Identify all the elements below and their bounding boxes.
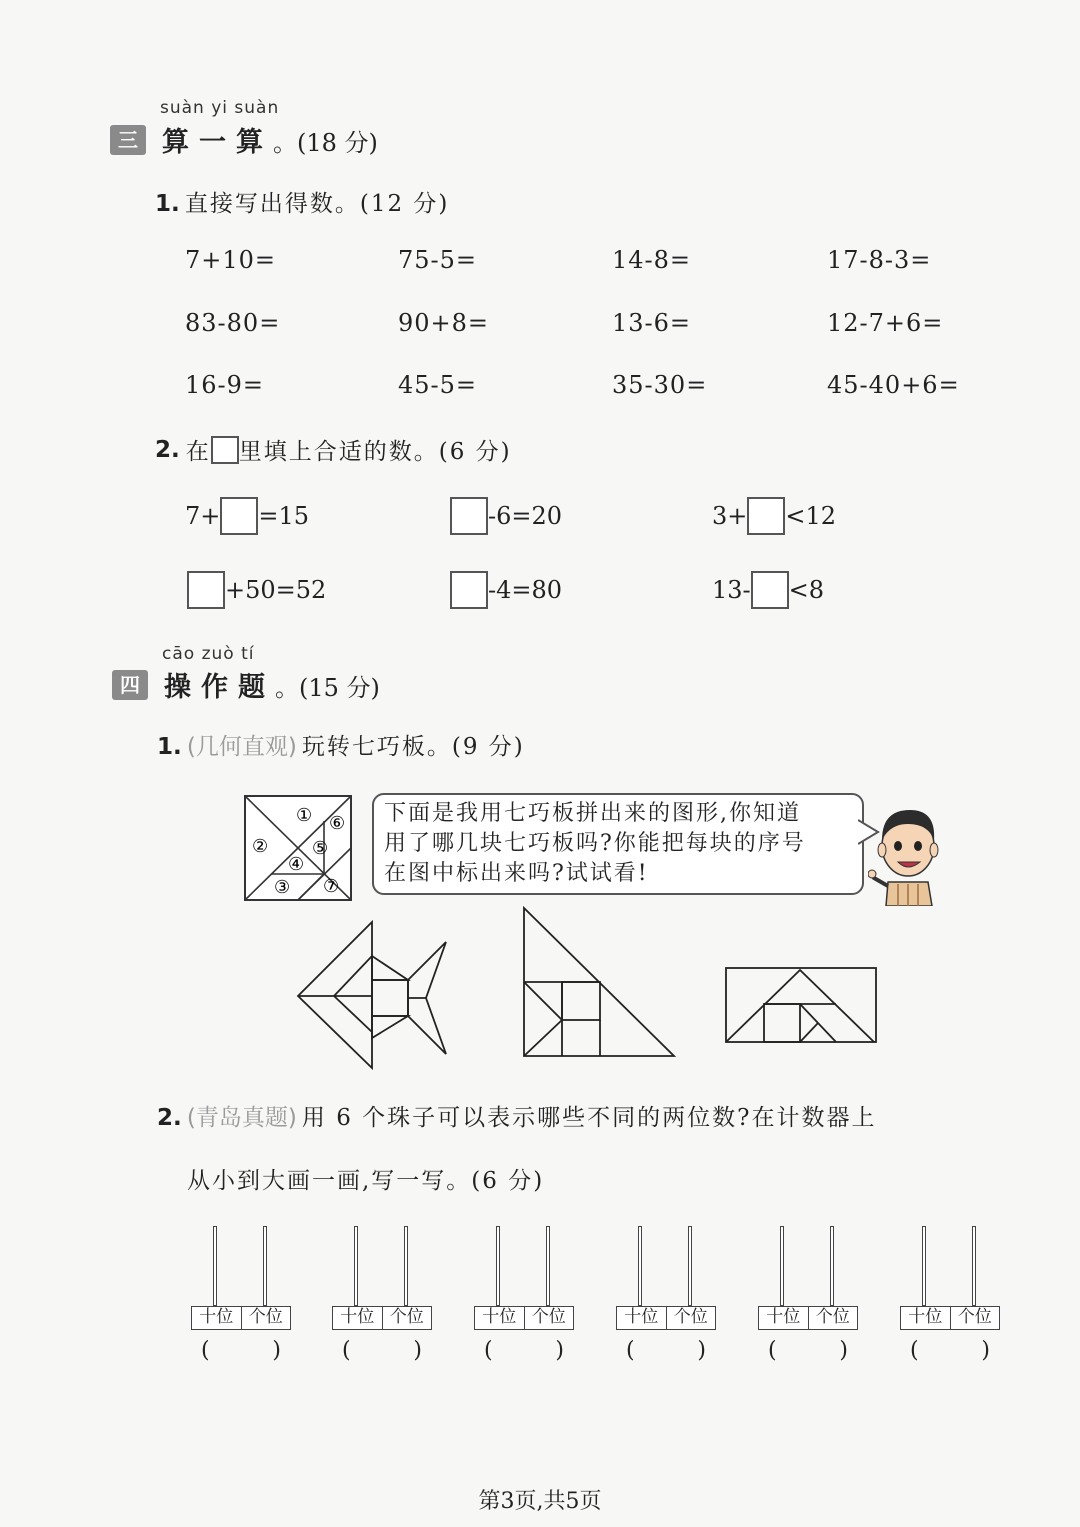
- expr: 13-6=: [612, 309, 692, 337]
- s4-q2-text-line2: 从小到大画一画,写一写。(6 分): [187, 1168, 545, 1194]
- abacus-rod-ones: [546, 1226, 550, 1306]
- paren-open: (: [484, 1338, 493, 1363]
- abacus-rod-ones: [972, 1226, 976, 1306]
- paren-close: ): [981, 1338, 990, 1363]
- section3-heading: [162, 120, 378, 159]
- s4-q2-tag: (青岛真题): [186, 1105, 297, 1131]
- paren-open: (: [342, 1338, 351, 1363]
- fill-item: [450, 497, 562, 535]
- piece-label: ⑦: [323, 876, 340, 897]
- fill-pre: 7+: [185, 502, 221, 530]
- s3-q2-text-before: 在: [185, 439, 211, 465]
- tangram-fish-figure: [296, 920, 448, 1070]
- section3-title: 算一算: [162, 127, 273, 158]
- answer-box-sample: [211, 436, 239, 464]
- abacus-rod-ones: [404, 1226, 408, 1306]
- bubble-line: 在图中标出来吗?试试看!: [384, 861, 649, 886]
- fill-item: [712, 497, 836, 535]
- s4-q2-text-line1: 用 6 个珠子可以表示哪些不同的两位数?在计数器上: [301, 1105, 877, 1131]
- speech-bubble: [372, 793, 864, 895]
- s4-q1-tag: (几何直观): [186, 734, 297, 760]
- answer-blank[interactable]: [616, 1338, 716, 1363]
- expr: 45-40+6=: [827, 371, 960, 399]
- piece-label: ⑥: [329, 813, 346, 834]
- section4-score: 。(15 分): [275, 674, 380, 702]
- abacus-base: [758, 1306, 858, 1330]
- abacus-base: [332, 1306, 432, 1330]
- fill-post: -4=80: [488, 576, 563, 604]
- answer-box[interactable]: [450, 497, 488, 535]
- abacus-rod-tens: [638, 1226, 642, 1306]
- section4-pinyin: cāo zuò tí: [162, 644, 255, 664]
- ones-label: 个位: [808, 1307, 858, 1329]
- ones-label: 个位: [950, 1307, 1000, 1329]
- s3-q2-text-after: 里填上合适的数。(6 分): [238, 439, 512, 465]
- tangram-reference-diagram: [244, 795, 352, 901]
- s3-q2-number: 2.: [155, 436, 180, 463]
- answer-blank[interactable]: [474, 1338, 574, 1363]
- s4-q2-heading: [157, 1099, 876, 1132]
- expr: 17-8-3=: [827, 246, 932, 274]
- paren-open: (: [201, 1338, 210, 1363]
- expr: 83-80=: [185, 309, 281, 337]
- s3-q1-heading: [155, 185, 449, 218]
- expr: 75-5=: [398, 246, 478, 274]
- expr: 90+8=: [398, 309, 490, 337]
- tens-label: 十位: [340, 1307, 375, 1327]
- abacus[interactable]: [616, 1226, 716, 1336]
- abacus-rod-tens: [354, 1226, 358, 1306]
- s4-q2-number: 2.: [157, 1105, 182, 1131]
- ones-label: 个位: [382, 1307, 432, 1329]
- answer-blank[interactable]: [900, 1338, 1000, 1363]
- piece-label: ①: [296, 805, 313, 826]
- piece-label: ④: [288, 854, 305, 875]
- expr: 7+10=: [185, 246, 277, 274]
- expr: 16-9=: [185, 371, 265, 399]
- answer-blank[interactable]: [758, 1338, 858, 1363]
- fill-post: +50=52: [225, 576, 327, 604]
- expr: 35-30=: [612, 371, 708, 399]
- tens-label: 十位: [766, 1307, 801, 1327]
- section4-title: 操作题: [164, 672, 275, 703]
- section3-score: 。(18 分): [273, 129, 378, 157]
- paren-close: ): [555, 1338, 564, 1363]
- answer-box[interactable]: [187, 571, 225, 609]
- abacus-rod-tens: [780, 1226, 784, 1306]
- expr: 45-5=: [398, 371, 478, 399]
- abacus-rod-ones: [263, 1226, 267, 1306]
- boy-character-icon: [868, 802, 952, 906]
- fill-post: -6=20: [488, 502, 563, 530]
- abacus-rod-tens: [922, 1226, 926, 1306]
- abacus-rod-ones: [688, 1226, 692, 1306]
- abacus-rod-tens: [213, 1226, 217, 1306]
- paren-open: (: [910, 1338, 919, 1363]
- answer-box[interactable]: [751, 571, 789, 609]
- tens-label: 十位: [482, 1307, 517, 1327]
- tens-label: 十位: [908, 1307, 943, 1327]
- fill-item: [712, 571, 824, 609]
- abacus[interactable]: [900, 1226, 1000, 1336]
- ones-label: 个位: [524, 1307, 574, 1329]
- abacus[interactable]: [332, 1226, 432, 1336]
- s4-q1-number: 1.: [157, 734, 182, 760]
- tangram-triangle-figure: [522, 906, 678, 1058]
- s3-q1-text: 直接写出得数。(12 分): [184, 191, 450, 217]
- abacus-rod-ones: [830, 1226, 834, 1306]
- section3-pinyin: suàn yi suàn: [160, 98, 280, 118]
- expr: 12-7+6=: [827, 309, 944, 337]
- tangram-rectangle-figure: [724, 966, 878, 1044]
- answer-box[interactable]: [747, 497, 785, 535]
- abacus-base: [616, 1306, 716, 1330]
- fill-item: [185, 497, 309, 535]
- s3-q1-number: 1.: [155, 191, 180, 217]
- answer-blank[interactable]: [191, 1338, 291, 1363]
- s4-q1-text: 玩转七巧板。(9 分): [301, 734, 525, 760]
- abacus-base: [900, 1306, 1000, 1330]
- paren-close: ): [697, 1338, 706, 1363]
- bubble-line: 下面是我用七巧板拼出来的图形,你知道: [384, 801, 801, 826]
- s3-q2-heading: [155, 433, 512, 466]
- piece-label: ③: [274, 877, 291, 898]
- tens-label: 十位: [199, 1307, 234, 1327]
- paren-close: ): [272, 1338, 281, 1363]
- section3-badge: 三: [110, 125, 146, 155]
- piece-label: ②: [252, 836, 269, 857]
- answer-blank[interactable]: [332, 1338, 432, 1363]
- fill-pre: 3+: [712, 502, 748, 530]
- fill-item: [450, 571, 562, 609]
- abacus[interactable]: [474, 1226, 574, 1336]
- section4-badge: 四: [112, 670, 148, 700]
- piece-label: ⑤: [312, 838, 329, 859]
- section4-heading: [164, 665, 380, 704]
- fill-post: <8: [788, 576, 825, 604]
- paren-close: ): [413, 1338, 422, 1363]
- ones-label: 个位: [241, 1307, 291, 1329]
- answer-box[interactable]: [220, 497, 258, 535]
- expr: 14-8=: [612, 246, 692, 274]
- ones-label: 个位: [666, 1307, 716, 1329]
- tens-label: 十位: [624, 1307, 659, 1327]
- paren-close: ): [839, 1338, 848, 1363]
- bubble-line: 用了哪几块七巧板吗?你能把每块的序号: [384, 831, 806, 856]
- abacus-base: [191, 1306, 291, 1330]
- paren-open: (: [626, 1338, 635, 1363]
- fill-post: =15: [258, 502, 310, 530]
- abacus[interactable]: [191, 1226, 291, 1336]
- paren-open: (: [768, 1338, 777, 1363]
- abacus-base: [474, 1306, 574, 1330]
- abacus[interactable]: [758, 1226, 858, 1336]
- fill-item: [187, 571, 326, 609]
- answer-box[interactable]: [450, 571, 488, 609]
- abacus-rod-tens: [496, 1226, 500, 1306]
- fill-pre: 13-: [712, 576, 751, 604]
- fill-post: <12: [785, 502, 837, 530]
- s4-q1-heading: [157, 728, 525, 761]
- page-footer: 第3页,共5页: [478, 1489, 602, 1514]
